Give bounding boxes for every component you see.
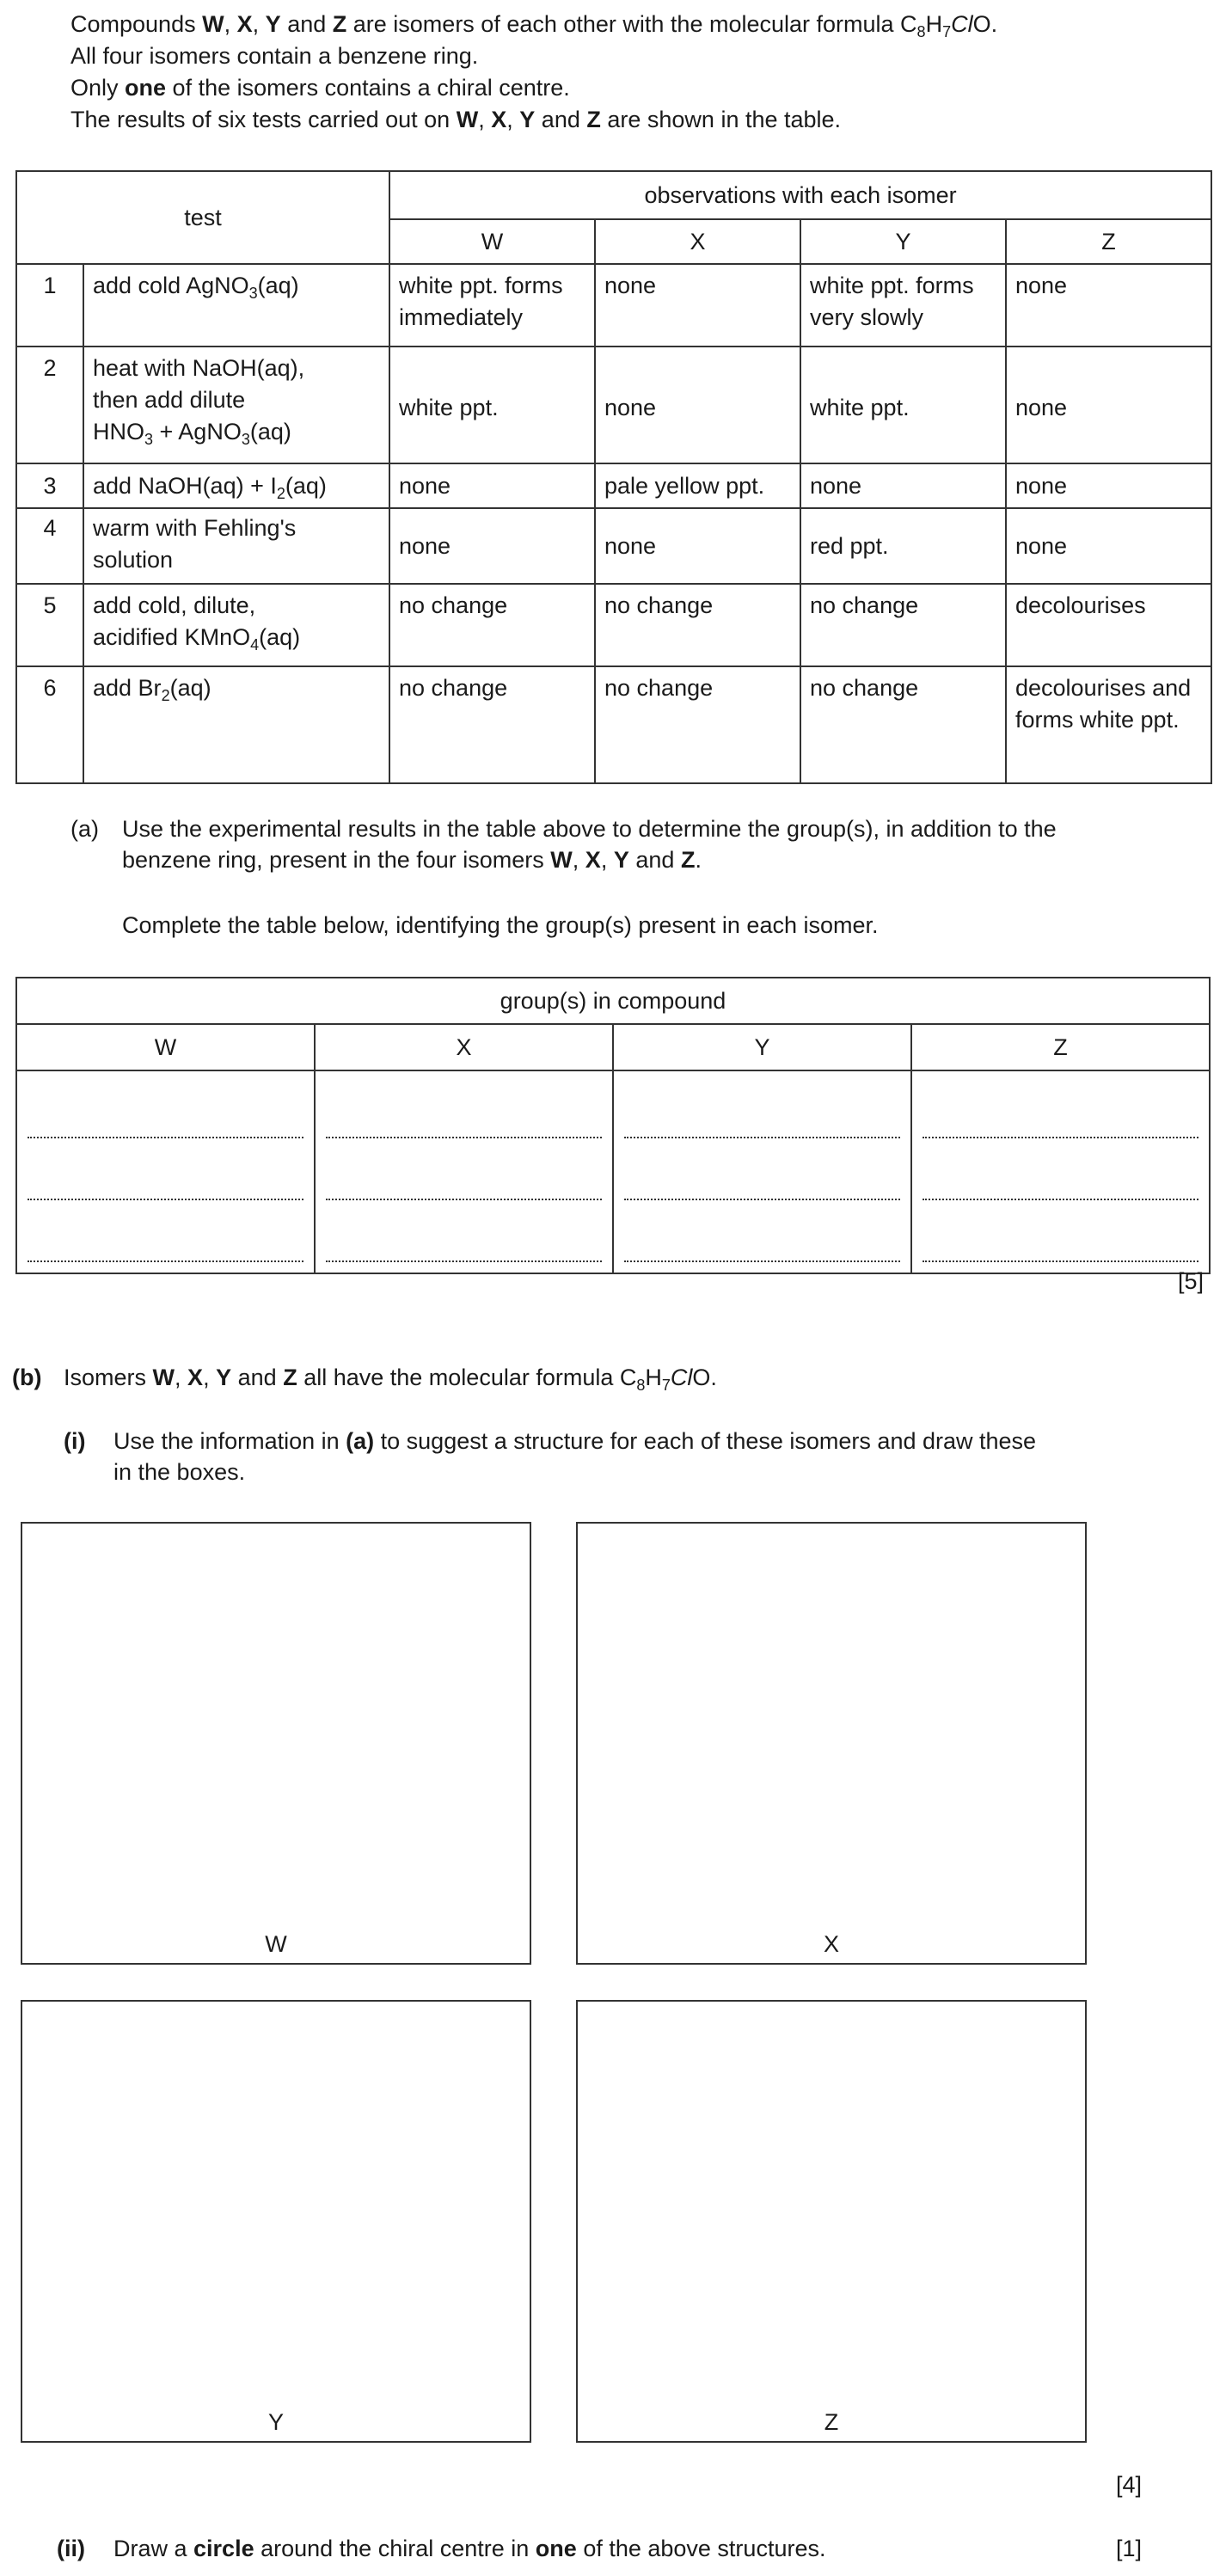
test-number: 5 — [16, 584, 83, 666]
obs-y: no change — [800, 666, 1006, 783]
drawing-box-z[interactable] — [576, 2000, 1087, 2443]
groups-answer-table — [15, 977, 1211, 1274]
answer-line[interactable] — [326, 1260, 602, 1262]
obs-z: decolourises — [1006, 584, 1211, 666]
test-number: 6 — [16, 666, 83, 783]
answer-line[interactable] — [326, 1199, 602, 1200]
answer-cell-y[interactable] — [613, 1070, 911, 1273]
part-bi-text-2: in the boxes. — [113, 1459, 246, 1485]
intro-line-4: The results of six tests carried out on W, X, Y and Z are shown in the table. — [70, 107, 842, 132]
obs-z: none — [1006, 508, 1211, 584]
part-bi-label: (i) — [64, 1428, 86, 1454]
obs-w: no change — [389, 666, 595, 783]
observations-table — [15, 170, 1212, 784]
obs-x: pale yellow ppt. — [595, 463, 800, 508]
table-row — [16, 584, 1211, 666]
test-description: add cold AgNO$_3$(aq) — [83, 264, 389, 347]
box-label-x: X — [823, 1931, 839, 1957]
obs-z: none — [1006, 347, 1211, 463]
obs-z: decolourises and forms white ppt. — [1006, 666, 1211, 783]
col-header-w: W — [389, 219, 595, 264]
obs-z: none — [1006, 463, 1211, 508]
test-number: 2 — [16, 347, 83, 463]
part-bi-text-1: Use the information in (a) to suggest a structure for each of these isomers and draw these — [113, 1428, 1037, 1454]
part-a-text-2: benzene ring, present in the four isomers W, X, Y and Z. — [122, 847, 702, 873]
marks-bi: [4] — [1116, 2472, 1143, 2498]
intro-line-2: All four isomers contain a benzene ring. — [70, 43, 479, 69]
answer-line[interactable] — [923, 1260, 1198, 1262]
drawing-box-w[interactable] — [21, 1522, 531, 1965]
observations-header: observations with each isomer — [389, 171, 1211, 219]
table-row — [16, 508, 1211, 584]
col-header-z: Z — [1006, 219, 1211, 264]
groups-col-w: W — [16, 1024, 315, 1070]
groups-col-z: Z — [911, 1024, 1210, 1070]
test-number: 1 — [16, 264, 83, 347]
obs-y: white ppt. forms very slowly — [800, 264, 1006, 347]
answer-cell-z[interactable] — [911, 1070, 1210, 1273]
part-a-text-1: Use the experimental results in the table above to determine the group(s), in addition to the — [122, 816, 1057, 842]
marks-bii: [1] — [1116, 2536, 1143, 2561]
answer-line[interactable] — [28, 1199, 303, 1200]
test-description: add $Br_2(aq)$ — [83, 666, 389, 783]
obs-z: none — [1006, 264, 1211, 347]
part-b-text: Isomers W, X, Y and Z all have the molecular formula $C_8H_7ClO$. — [64, 1365, 717, 1394]
obs-w: white ppt. forms immediately — [389, 264, 595, 347]
test-number: 4 — [16, 508, 83, 584]
obs-w: none — [389, 508, 595, 584]
test-header: test — [16, 171, 389, 264]
answer-line[interactable] — [624, 1199, 900, 1200]
obs-w: none — [389, 463, 595, 508]
answer-cell-w[interactable] — [16, 1070, 315, 1273]
obs-y: no change — [800, 584, 1006, 666]
intro — [70, 9, 997, 136]
col-header-x: X — [595, 219, 800, 264]
marks-a: [5] — [1178, 1268, 1205, 1294]
answer-line[interactable] — [326, 1137, 602, 1138]
groups-header: group(s) in compound — [16, 978, 1210, 1024]
obs-y: white ppt. — [800, 347, 1006, 463]
part-bii-text: Draw a circle around the chiral centre in one of the above structures. — [113, 2536, 826, 2561]
obs-x: none — [595, 264, 800, 347]
part-a-text-3: Complete the table below, identifying the group(s) present in each isomer. — [122, 912, 879, 938]
obs-y: none — [800, 463, 1006, 508]
test-description: heat with NaOH(aq), then add dilute $HNO_3$ + AgNO$_3$(aq) — [83, 347, 389, 463]
table-row — [16, 463, 1211, 508]
obs-x: none — [595, 347, 800, 463]
drawing-box-y[interactable] — [21, 2000, 531, 2443]
test-number: 3 — [16, 463, 83, 508]
obs-x: no change — [595, 666, 800, 783]
col-header-y: Y — [800, 219, 1006, 264]
test-description: add NaOH(aq) + $I_2(aq)$ — [83, 463, 389, 508]
answer-line[interactable] — [923, 1137, 1198, 1138]
table-row — [16, 347, 1211, 463]
answer-line[interactable] — [28, 1137, 303, 1138]
part-b-label: (b) — [12, 1365, 42, 1390]
intro-line-1: Compounds W, X, Y and Z are isomers of each other with the molecular formula $C_8H_7ClO$. — [70, 11, 998, 40]
answer-cell-x[interactable] — [315, 1070, 613, 1273]
drawing-box-x[interactable] — [576, 1522, 1087, 1965]
part-bii-label: (ii) — [57, 2536, 85, 2561]
box-label-y: Y — [267, 2409, 284, 2435]
answer-line[interactable] — [624, 1260, 900, 1262]
table-row — [16, 264, 1211, 347]
obs-x: none — [595, 508, 800, 584]
answer-line[interactable] — [28, 1260, 303, 1262]
test-description: add cold, dilute, acidified KMnO$_4$(aq) — [83, 584, 389, 666]
part-a-label: (a) — [70, 816, 99, 842]
groups-col-y: Y — [613, 1024, 911, 1070]
table-row — [16, 666, 1211, 783]
obs-x: no change — [595, 584, 800, 666]
box-label-w: W — [265, 1931, 287, 1957]
obs-w: no change — [389, 584, 595, 666]
obs-w: white ppt. — [389, 347, 595, 463]
answer-line[interactable] — [624, 1137, 900, 1138]
box-label-z: Z — [824, 2409, 839, 2435]
answer-line[interactable] — [923, 1199, 1198, 1200]
test-description: warm with Fehling's solution — [83, 508, 389, 584]
obs-y: red ppt. — [800, 508, 1006, 584]
intro-line-3: Only one of the isomers contains a chiral centre. — [70, 75, 570, 101]
groups-col-x: X — [315, 1024, 613, 1070]
